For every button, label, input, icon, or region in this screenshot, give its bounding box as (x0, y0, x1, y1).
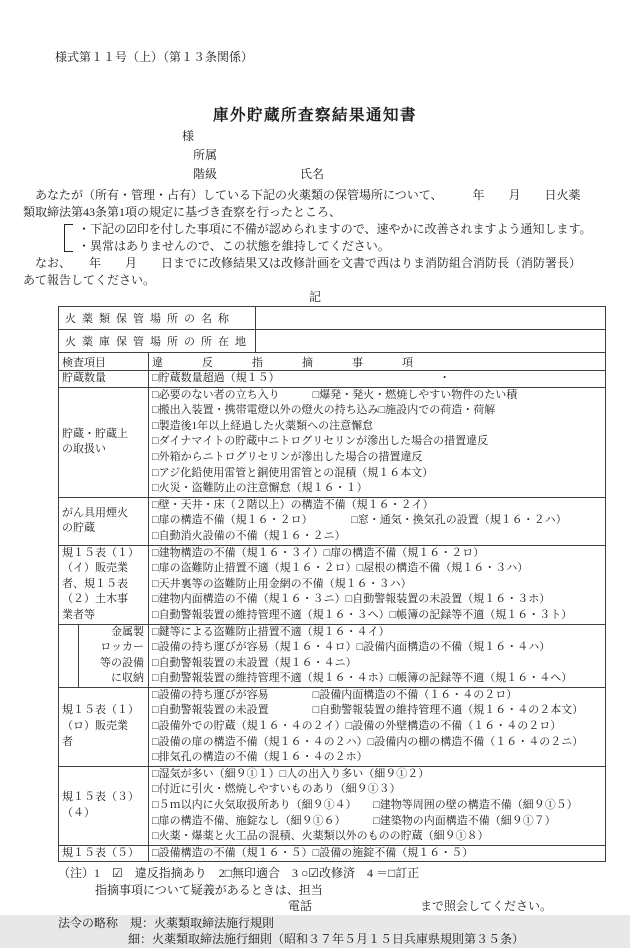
violation-checkbox-line: □設備の持ち運びが容易（規１６・４ロ）□設備内面構造の不備（規１６・４ハ） (152, 641, 551, 654)
inspection-item-label (59, 387, 149, 497)
table-row (59, 545, 606, 624)
violation-items-cell (149, 545, 606, 624)
inquiry-line-1: 指摘事項について疑義があるときは、担当 (95, 882, 323, 897)
inquiry-line-2: 電話 まで照会してください。 (288, 899, 553, 914)
violation-checkbox-line: □扉の構造不備（規１６・２ロ） □窓・通気・換気孔の設置（規１６・２ハ） (152, 514, 567, 527)
violation-checkbox-line: □ダイナマイトの貯蔵中ニトログリセリンが滲出した場合の措置違反 (152, 435, 489, 448)
inspection-item-label-line: 貯蔵数量 (62, 372, 106, 384)
table-row (59, 371, 606, 388)
table-row (59, 497, 606, 545)
inspection-item-label-line: の取扱い (62, 443, 106, 456)
inspection-item-label (59, 845, 149, 862)
table-row (59, 687, 606, 766)
footer-notes (0, 865, 630, 948)
inspection-checklist-table (58, 352, 606, 862)
violation-checkbox-line: □排気孔の構造の不備（規１６・４の２ホ） (152, 751, 368, 764)
storage-address-value (256, 330, 606, 353)
violation-checkbox-line: □製造後1年以上経過した火薬類への注意懈怠 (152, 419, 374, 432)
violation-checkbox-line: □設備構造の不備（規１６・５）□設備の施錠不備（規１６・５） (152, 846, 474, 859)
inspection-item-label-line: 貯蔵・貯蔵上 (62, 427, 128, 440)
notice-options (78, 221, 618, 255)
law-abbreviation-line-1: 法令の略称 規：火薬類取締法施行規則 (58, 915, 275, 930)
inspection-item-label-line: 規１５表（１） (62, 704, 139, 717)
violation-checkbox-line: □湿気が多い（細９①１）□人の出入り多い（細９①２） (152, 767, 430, 780)
inspection-item-label-line: 金属製 (111, 625, 144, 638)
violation-checkbox-line: □扉の構造不備、施錠なし（細９①６） □建築物の内面構造不備（細９①７） (152, 814, 556, 827)
inspection-item-label-line: の貯蔵 (62, 522, 95, 535)
addressee-suffix: 様 (182, 129, 195, 143)
table-header-row (59, 353, 606, 371)
name-label: 氏名 (300, 167, 325, 181)
storage-name-label: 火薬類保管場所の名称 (59, 307, 256, 330)
inspection-item-label-line: 業者等 (62, 608, 95, 621)
notice-option-line: ・異常はありませんので、この状態を維持してください。 (78, 239, 390, 253)
intro-line: 類取締法第43条第1項の規定に基づき査察を行ったところ、 (23, 205, 342, 219)
page-title: 庫外貯蔵所査察結果通知書 (212, 107, 417, 124)
violation-checkbox-line: □必要のない者の立ち入り □爆発・発火・燃焼しやすい物件のたい積 (152, 388, 518, 401)
inspection-item-label (59, 766, 149, 845)
legend-note-line: （注）1 ☑ 違反指摘あり 2□無印適合 3 ○☑改修済 4 ＝□訂正 (58, 866, 420, 881)
violation-checkbox-line: □アジ化鉛使用雷管と銅使用雷管との混積（規１６本文） (152, 466, 434, 479)
violation-checkbox-line: □自動消火設備の不備（規１６・２ニ） (152, 529, 346, 542)
inspection-item-label-line: 規１５表（１） (62, 546, 139, 559)
inspection-item-label-line: （４） (62, 806, 95, 819)
inspection-item-label-line: ロッカー (100, 641, 144, 654)
violation-checkbox-line: □建物構造の不備（規１６・３イ）□扉の構造不備（規１６・２ロ） (152, 546, 485, 559)
inspection-item-label (59, 371, 149, 388)
inspection-item-label-line: がん具用煙火 (62, 506, 128, 519)
inspection-item-label-line: （ロ）販売業 (62, 720, 128, 733)
table-row (59, 766, 606, 845)
violation-checkbox-line: □扉の盗難防止措置不適（規１６・２ロ）□屋根の構造不備（規１６・３ハ） (152, 562, 529, 575)
rank-name-line (193, 165, 630, 182)
inspection-item-label-line: （２）土木事 (62, 593, 128, 606)
inspection-item-label-line: 等の設備 (100, 656, 144, 669)
inspection-item-label (79, 624, 149, 687)
violation-checkbox-line: □建物内面構造の不備（規１６・３ニ）□自動警報装置の未設置（規１６・３ホ） (152, 593, 551, 606)
intro-paragraph (23, 187, 613, 221)
affiliation-label: 所属 (193, 148, 218, 162)
table-row (59, 387, 606, 497)
violation-checkbox-line: □自動警報装置の未設置 □自動警報装置の維持管理不適（規１６・４の２本文） (152, 704, 584, 717)
violation-checkbox-line: □外箱からニトログリセリンが滲出した場合の措置違反 (152, 450, 423, 463)
inspection-item-label (59, 687, 149, 766)
violation-checkbox-line: □壁・天井・床（２階以上）の構造不備（規１６・２イ） (152, 498, 434, 511)
violation-checkbox-line: □自動警報装置の維持管理不適（規１６・３ヘ）□帳簿の記録等不適（規１６・３ト） (152, 608, 573, 621)
table-row (59, 845, 606, 862)
violation-column-header: 違 反 指 摘 事 項 (149, 353, 606, 371)
violation-items-cell (149, 387, 606, 497)
law-abbreviation-line-2: 細：火薬類取締法施行細則（昭和３７年５月１５日兵庫県規則第３５条） (128, 932, 525, 947)
ki-mark: 記 (308, 290, 321, 304)
table-row (59, 307, 606, 330)
closing-line: あて報告してください。 (23, 273, 156, 287)
violation-checkbox-line: □付近に引火・燃焼しやすいものあり（細９①３） (152, 783, 401, 796)
inspection-item-label (59, 497, 149, 545)
violation-checkbox-line: □火薬・爆薬と火工品の混積、火薬類以外のものの貯蔵（細９①８） (152, 830, 489, 843)
closing-paragraph (23, 255, 613, 289)
notice-options-block (78, 221, 618, 255)
closing-line: なお、 年 月 日までに改修結果又は改修計画を文書で西はりま消防組合消防長（消防署長） (23, 256, 582, 270)
violation-items-cell (149, 845, 606, 862)
inspection-item-label-line: 規１５表（５） (62, 846, 139, 859)
notice-option-line: ・下記の☑印を付した事項に不備が認められますので、速やかに改善されますよう通知します。 (78, 222, 592, 236)
violation-checkbox-line: □火災・盗難防止の注意懈怠（規１６・１） (152, 482, 368, 495)
storage-place-table (58, 306, 606, 353)
violation-checkbox-line: □自動警報装置の維持管理不適（規１６・４ホ）□帳簿の記録等不適（規１６・４ヘ） (152, 672, 573, 685)
violation-items-cell (149, 687, 606, 766)
violation-checkbox-line: □５ｍ以内に火気取扱所あり（細９①４） □建物等周囲の壁の構造不備（細９①５） (152, 799, 578, 812)
table-row (59, 330, 606, 353)
nested-spacer-cell (59, 624, 79, 687)
violation-checkbox-line: □天井裏等の盗難防止用金網の不備（規１６・３ハ） (152, 577, 412, 590)
inspection-item-label-line: に収納 (111, 672, 144, 685)
violation-checkbox-line: □設備外での貯蔵（規１６・４の２イ）□設備の外壁構造の不備（１６・４の２ロ） (152, 720, 562, 733)
violation-checkbox-line: □自動警報装置の未設置（規１６・４ニ） (152, 656, 357, 669)
storage-name-value (256, 307, 606, 330)
form-number: 様式第１１号（上）（第１３条関係） (55, 50, 254, 64)
table-row (59, 624, 606, 687)
storage-address-label: 火薬庫保管場所の所在地 (59, 330, 256, 353)
bracket-mark (64, 224, 73, 252)
violation-items-cell (149, 497, 606, 545)
inspection-item-label-line: 者 (62, 735, 73, 748)
inspection-item-label-line: （イ）販売業 (62, 562, 128, 575)
violation-checkbox-line: □貯蔵数量超過（規１５） ・ (152, 372, 451, 384)
violation-checkbox-line: □設備の持ち運びが容易 □設備内面構造の不備（１６・４の２ロ） (152, 688, 518, 701)
intro-line: あなたが（所有・管理・占有）している下記の火薬類の保管場所について、 年 月 日火薬 (23, 188, 581, 202)
violation-checkbox-line: □鍵等による盗難防止措置不適（規１６・４イ） (152, 625, 390, 638)
violation-checkbox-line: □搬出入装置・携帯電燈以外の燈火の持ち込み□施設内での荷造・荷解 (152, 404, 496, 417)
violation-items-cell (149, 766, 606, 845)
inspection-item-label-line: 者、規１５表 (62, 577, 128, 590)
violation-items-cell (149, 371, 606, 388)
rank-label: 階級 (193, 167, 218, 181)
violation-checkbox-line: □設備の扉の構造不備（規１６・４の２ハ）□設備内の棚の構造不備（１６・４の２ニ） (152, 735, 584, 748)
violation-items-cell (149, 624, 606, 687)
item-column-header: 検査項目 (59, 353, 149, 371)
inspection-item-label-line: 規１５表（３） (62, 791, 139, 804)
inspection-item-label (59, 545, 149, 624)
